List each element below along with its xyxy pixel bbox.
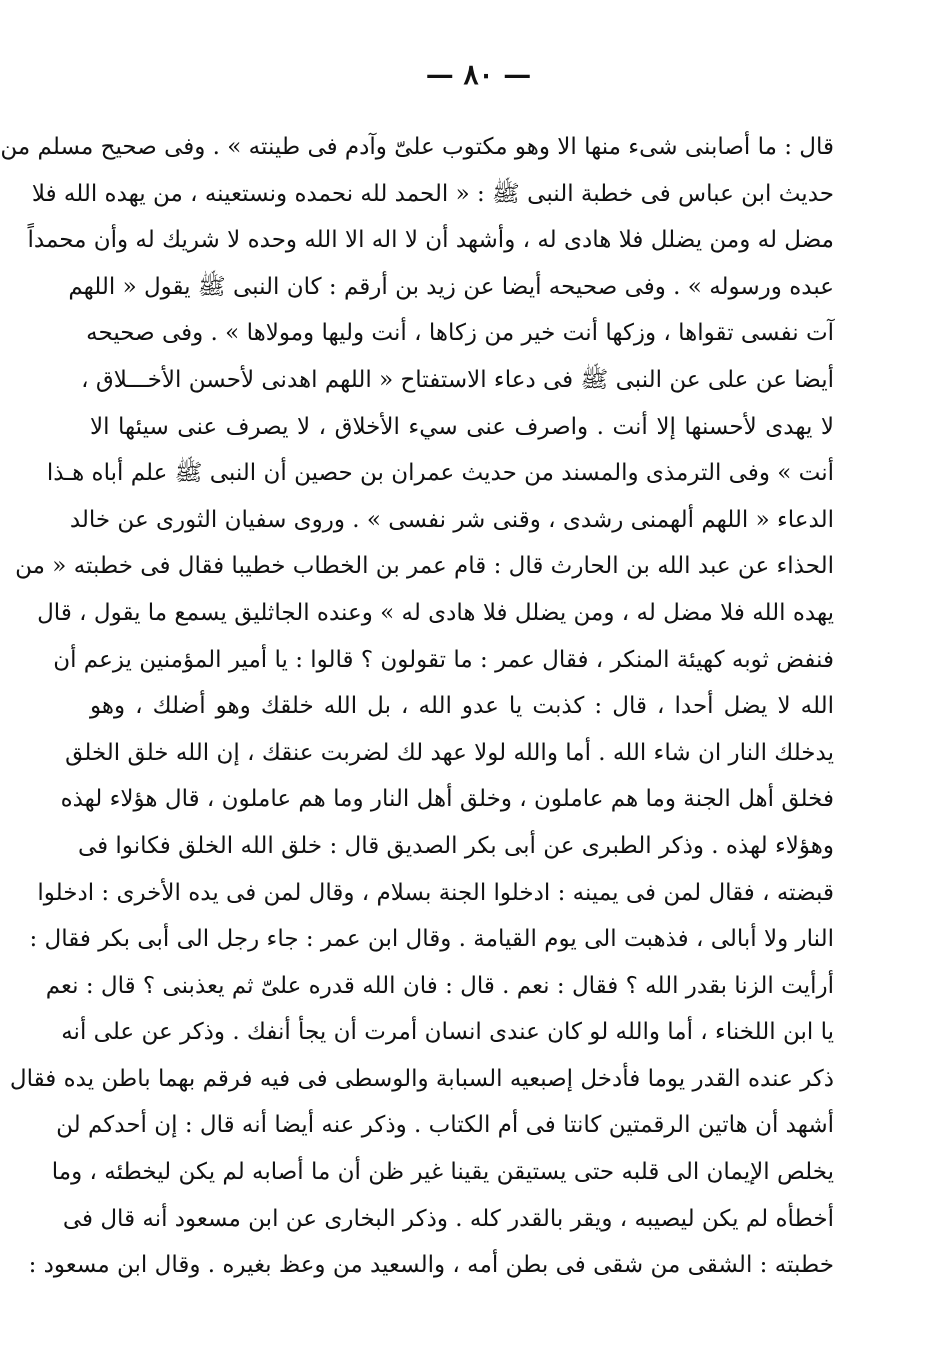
text-line: مضل له ومن يضلل فلا هادى له ، وأشهد أن لا اله الا الله وحده لا شريك له وأن محمداً: [27, 227, 834, 254]
text-line: وهؤلاء لهذه . وذكر الطبرى عن أبى بكر الصديق قال : خلق الله الخلق فكانوا فى: [77, 832, 834, 859]
text-line: أنت » وفى الترمذى والمسند من حديث عمران بن حصين أن النبى ﷺ علم أباه هـذا: [46, 460, 834, 487]
text-line: ذكر عنده القدر يوما فأدخل إصبعيه السبابة والوسطى فى فيه فرقم بهما باطن يده فقال: [9, 1065, 834, 1092]
text-line: خطبته : الشقى من شقى فى بطن أمه ، والسعيد من وعظ بغيره . وقال ابن مسعود :: [28, 1252, 834, 1279]
text-line: آت نفسى تقواها ، وزكها أنت خير من زكاها ، أنت وليها ومولاها » . وفى صحيحه: [86, 320, 834, 347]
page-number: — ٨٠ —: [425, 58, 532, 91]
text-line: أخطأه لم يكن ليصيبه ، ويقر بالقدر كله . وذكر البخارى عن ابن مسعود أنه قال فى: [62, 1205, 834, 1232]
text-line: يخلص الإيمان الى قلبه حتى يستيقن يقينا غير ظن أن ما أصابه لم يكن ليخطئه ، وما: [51, 1159, 834, 1186]
text-line: قبضته ، فقال لمن فى يمينه : ادخلوا الجنة بسلام ، وقال لمن فى يده الأخرى : ادخلوا: [37, 879, 834, 906]
text-line: لا يهدى لأحسنها إلا أنت . واصرف عنى سيء الأخلاق ، لا يصرف عنى سيئها الا: [90, 413, 834, 440]
text-line: الله لا يضل أحدا ، قال : كذبت يا عدو الله ، بل الله خلقك وهو أضلك ، وهو: [90, 693, 834, 720]
text-line: فنفض ثوبه كهيئة المنكر ، فقال عمر : ما تقولون ؟ قالوا : يا أمير المؤمنين يزعم أن: [53, 646, 834, 673]
text-line: فخلق أهل الجنة وما هم عاملون ، وخلق أهل النار وما هم عاملون ، قال هؤلاء لهذه: [60, 786, 834, 813]
text-line: الدعاء « اللهم ألهمنى رشدى ، وقنى شر نفسى » . وروى سفيان الثورى عن خالد: [69, 506, 834, 533]
text-line: حديث ابن عباس فى خطبة النبى ﷺ : « الحمد لله نحمده ونستعينه ، من يهده الله فلا: [31, 180, 834, 207]
text-line: أرأيت الزنا بقدر الله ؟ فقال : نعم . قال : فان الله قدره علىّ ثم يعذبنى ؟ قال : نعم: [45, 972, 834, 999]
text-line: النار ولا أبالى ، فذهبت الى يوم القيامة . وقال ابن عمر : جاء رجل الى أبى بكر فقال :: [29, 926, 834, 953]
text-line: أشهد أن هاتين الرقمتين كانتا فى أم الكتاب . وذكر عنه أيضا أنه قال : إن أحدكم لن: [56, 1112, 834, 1139]
body-text: [0, 124, 834, 1289]
text-line: يدخلك النار ان شاء الله . أما والله لولا عهد لك لضربت عنقك ، إن الله خلق الخلق: [65, 739, 834, 766]
text-line: عبده ورسوله » . وفى صحيحه أيضا عن زيد بن أرقم : كان النبى ﷺ يقول « اللهم: [68, 273, 834, 300]
text-line: الحذاء عن عبد الله بن الحارث قال : قام عمر بن الخطاب خطيبا فقال فى خطبته « من: [15, 553, 834, 580]
text-line: قال : ما أصابنى شىء منها الا وهو مكتوب علىّ وآدم فى طينته » . وفى صحيح مسلم من: [0, 134, 834, 160]
text-line: يهده الله فلا مضل له ، ومن يضلل فلا هادى له » وعنده الجاثليق يسمع ما يقول ، قال: [37, 599, 834, 626]
text-line: أيضا عن على عن النبى ﷺ فى دعاء الاستفتاح « اللهم اهدنى لأحسن الأخـــلاق ،: [81, 366, 834, 393]
text-line: يا ابن اللخناء ، أما والله لو كان عندى انسان أمرت أن يجأ أنفك . وذكر عن على أنه: [61, 1019, 834, 1046]
